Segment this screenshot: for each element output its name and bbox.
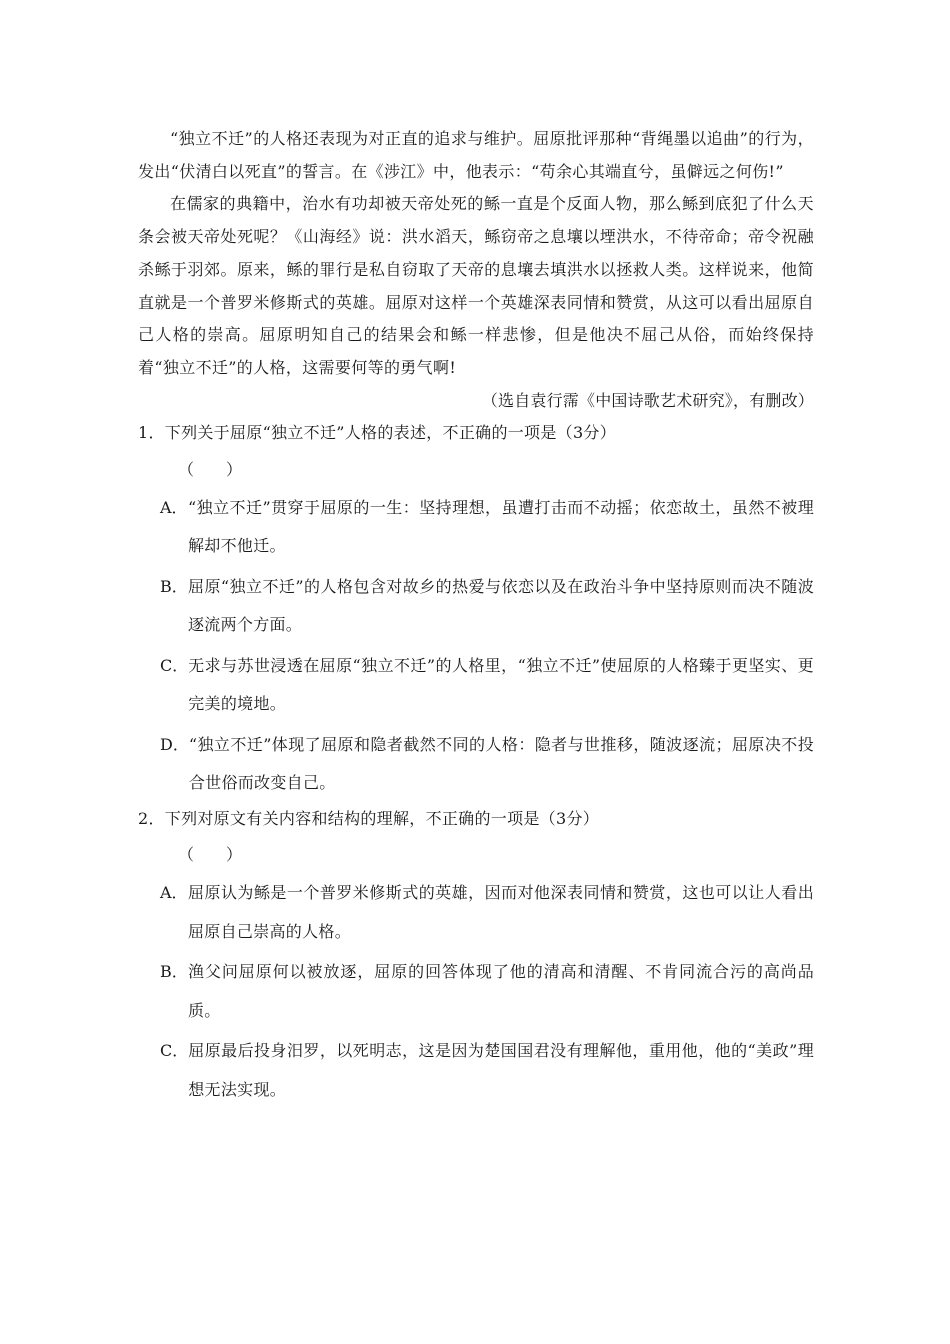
option-label: A． <box>160 883 188 903</box>
option-text: 屈原“独立不迁”的人格包含对故乡的热爱与依恋以及在政治斗争中坚持原则而决不随波逐流两个方面。 <box>188 576 814 635</box>
question-1-answer-blank: （ ） <box>178 460 243 480</box>
option-text: 渔父问屈原何以被放逐，屈原的回答体现了他的清高和清醒、不肯同流合污的高尚品质。 <box>188 962 814 1020</box>
question-1-option-b <box>160 568 814 645</box>
option-label: B． <box>160 576 188 596</box>
option-text: “独立不迁”体现了屈原和隐者截然不同的人格：隐者与世推移，随波逐流；屈原决不投合世俗而改变自己。 <box>188 734 814 793</box>
question-2-answer-blank: （ ） <box>178 845 243 865</box>
passage-paragraph-2: 在儒家的典籍中，治水有功却被天帝处死的鲧一直是个反面人物，那么鲧到底犯了什么天条会被天帝处死呢？《山海经》说：洪水滔天，鲧窃帝之息壤以堙洪水，不待帝命；帝令祝融杀鲧于羽郊。原来，鲧的罪行是私自窃取了天帝的息壤去填洪水以拯救人类。这样说来，他简直就是一个普罗米修斯式的英雄。屈原对这样一个英雄深表同情和赞赏，从这可以看出屈原自己人格的崇高。屈原明知自己的结果会和鲧一样悲惨，但是他决不屈己从俗，而始终保持着“独立不迁”的人格，这需要何等的勇气啊! <box>138 194 814 377</box>
option-label: A． <box>160 497 188 517</box>
passage-paragraph-1: “独立不迁”的人格还表现为对正直的追求与维护。屈原批评那种“背绳墨以追曲”的行为，发出“伏清白以死直”的誓言。在《涉江》中，他表示：“苟余心其端直兮，虽僻远之何伤!” <box>138 129 814 181</box>
passage-source: （选自袁行霈《中国诗歌艺术研究》，有删改） <box>481 390 814 410</box>
option-label: C． <box>160 1041 189 1061</box>
option-label: C． <box>160 655 189 675</box>
option-label: B． <box>160 962 188 982</box>
question-2 <box>138 803 814 1109</box>
question-2-option-b <box>160 953 814 1030</box>
question-1-option-d <box>160 726 814 803</box>
question-1 <box>138 417 814 802</box>
option-text: 无求与苏世浸透在屈原“独立不迁”的人格里，“独立不迁”使屈原的人格臻于更坚实、更完美的境地。 <box>188 655 814 714</box>
question-2-stem: 2．下列对原文有关内容和结构的理解，不正确的一项是（3分） <box>138 808 600 828</box>
question-2-option-a <box>160 874 814 951</box>
question-1-stem: 1．下列关于屈原“独立不迁”人格的表述，不正确的一项是（3分） <box>138 423 617 443</box>
option-label: D． <box>160 734 189 754</box>
document-page <box>138 123 814 1109</box>
option-text: “独立不迁”贯穿于屈原的一生：坚持理想，虽遭打击而不动摇；依恋故土，虽然不被理解却不他迁。 <box>188 497 814 556</box>
option-text: 屈原最后投身汨罗，以死明志，这是因为楚国国君没有理解他，重用他，他的“美政”理想无法实现。 <box>188 1041 814 1099</box>
question-1-option-c <box>160 647 814 724</box>
question-1-option-a <box>160 489 814 566</box>
option-text: 屈原认为鲧是一个普罗米修斯式的英雄，因而对他深表同情和赞赏，这也可以让人看出屈原自己崇高的人格。 <box>188 883 814 941</box>
question-2-option-c <box>160 1032 814 1109</box>
